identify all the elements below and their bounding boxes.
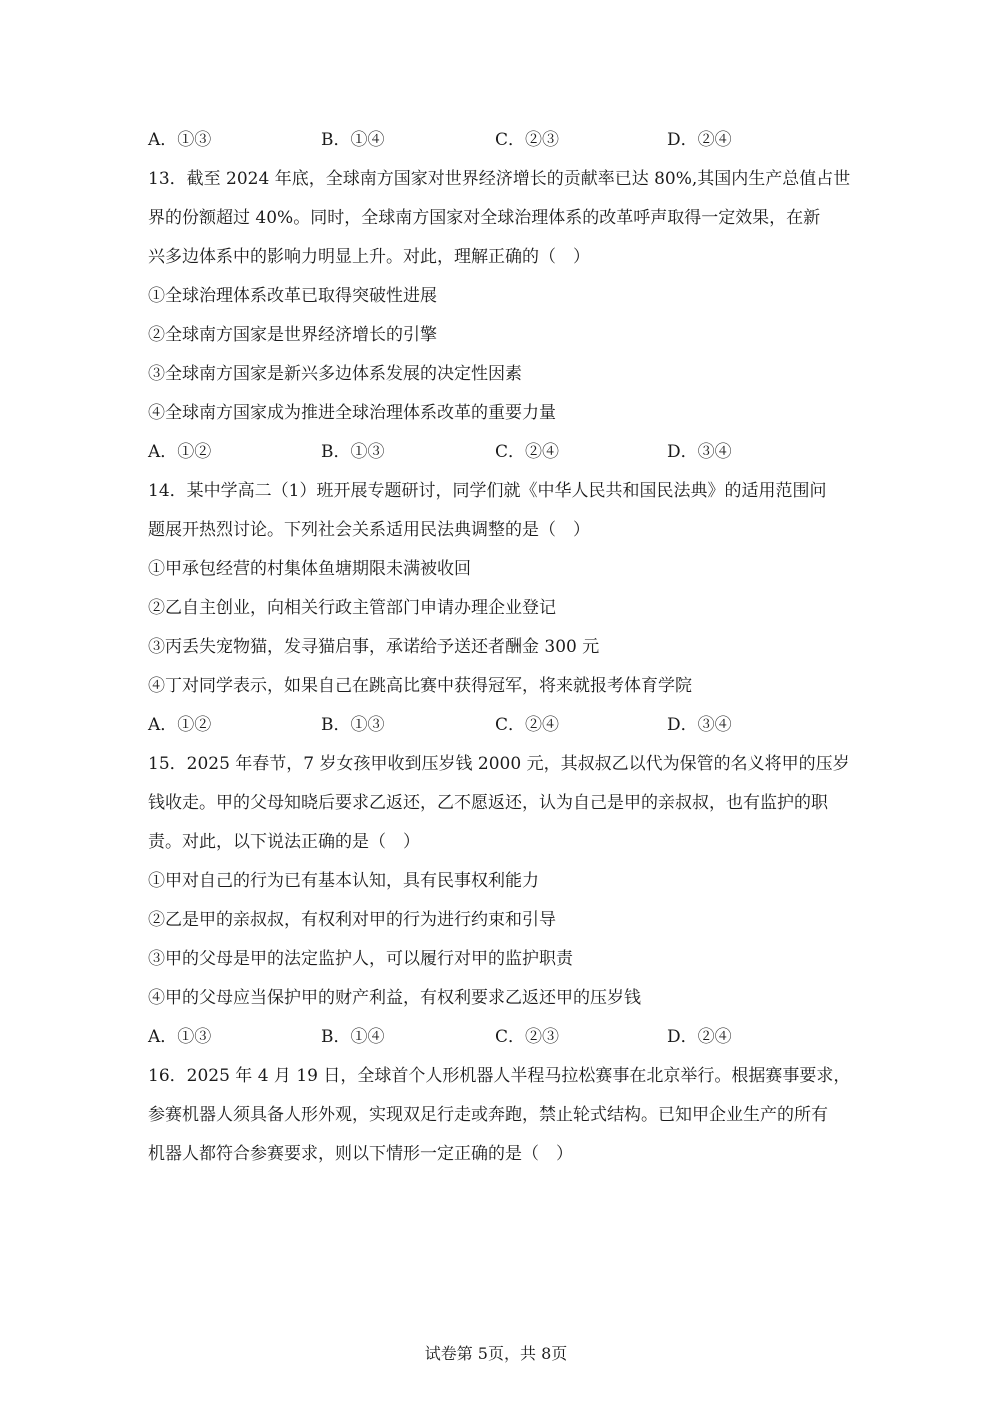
q12-options: [148, 124, 848, 163]
q14-option-a[interactable]: A．①②: [148, 715, 212, 735]
q14-option-c[interactable]: C．②④: [495, 715, 560, 735]
question-14: [148, 475, 848, 748]
q14-stem-line: 题展开热烈讨论。下列社会关系适用民法典调整的是（ ）: [148, 520, 590, 540]
q15-options: [148, 1021, 848, 1060]
q15-option-b[interactable]: B．①④: [321, 1027, 385, 1047]
q14-item-4: ④丁对同学表示，如果自己在跳高比赛中获得冠军，将来就报考体育学院: [148, 676, 692, 696]
q13-option-b[interactable]: B．①③: [321, 442, 385, 462]
q16-stem-line: 16．2025 年 4 月 19 日，全球首个人形机器人半程马拉松赛事在北京举行。根据赛事要求，: [148, 1066, 851, 1086]
q13-item-3: ③全球南方国家是新兴多边体系发展的决定性因素: [148, 364, 522, 384]
question-16: [148, 1060, 851, 1177]
q14-item-1: ①甲承包经营的村集体鱼塘期限未满被收回: [148, 559, 471, 579]
q14-item-2: ②乙自主创业，向相关行政主管部门申请办理企业登记: [148, 598, 556, 618]
q13-option-d[interactable]: D．③④: [667, 442, 732, 462]
q12-option-c[interactable]: C．②③: [495, 130, 560, 150]
q13-stem-line: 界的份额超过 40%。同时，全球南方国家对全球治理体系的改革呼声取得一定效果，在新: [148, 208, 821, 228]
q13-option-c[interactable]: C．②④: [495, 442, 560, 462]
page-footer: 试卷第 5页，共 8页: [424, 1344, 568, 1363]
q13-options: [148, 436, 848, 475]
q14-options: [148, 709, 848, 748]
q14-stem-line: 14．某中学高二（1）班开展专题研讨，同学们就《中华人民共和国民法典》的适用范围问: [148, 481, 827, 501]
q15-stem-line: 钱收走。甲的父母知晓后要求乙返还，乙不愿返还，认为自己是甲的亲叔叔，也有监护的职: [148, 793, 828, 813]
q15-option-c[interactable]: C．②③: [495, 1027, 560, 1047]
question-15: [148, 748, 848, 1060]
q15-stem-line: 责。对此，以下说法正确的是（ ）: [148, 832, 420, 852]
q13-item-1: ①全球治理体系改革已取得突破性进展: [148, 286, 437, 306]
q13-stem-line: 兴多边体系中的影响力明显上升。对此，理解正确的（ ）: [148, 247, 590, 267]
q16-stem-line: 机器人都符合参赛要求，则以下情形一定正确的是（ ）: [148, 1144, 573, 1164]
q14-option-b[interactable]: B．①③: [321, 715, 385, 735]
q12-option-d[interactable]: D．②④: [667, 130, 732, 150]
q12-option-a[interactable]: A．①③: [148, 130, 212, 150]
q14-option-d[interactable]: D．③④: [667, 715, 732, 735]
q14-item-3: ③丙丢失宠物猫，发寻猫启事，承诺给予送还者酬金 300 元: [148, 637, 600, 657]
q15-option-a[interactable]: A．①③: [148, 1027, 212, 1047]
q15-stem-line: 15．2025 年春节，7 岁女孩甲收到压岁钱 2000 元，其叔叔乙以代为保管的名义将甲的压岁: [148, 754, 850, 774]
question-13: [148, 163, 851, 475]
q13-item-4: ④全球南方国家成为推进全球治理体系改革的重要力量: [148, 403, 556, 423]
q12-option-b[interactable]: B．①④: [321, 130, 385, 150]
q13-stem-line: 13．截至 2024 年底，全球南方国家对世界经济增长的贡献率已达 80%,其国内生产总值占世: [148, 169, 851, 189]
q15-option-d[interactable]: D．②④: [667, 1027, 732, 1047]
q13-item-2: ②全球南方国家是世界经济增长的引擎: [148, 325, 437, 345]
q15-item-2: ②乙是甲的亲叔叔，有权利对甲的行为进行约束和引导: [148, 910, 556, 930]
q13-option-a[interactable]: A．①②: [148, 442, 212, 462]
exam-page-content: [148, 124, 851, 1177]
q15-item-4: ④甲的父母应当保护甲的财产利益，有权利要求乙返还甲的压岁钱: [148, 988, 641, 1008]
q16-stem-line: 参赛机器人须具备人形外观，实现双足行走或奔跑，禁止轮式结构。已知甲企业生产的所有: [148, 1105, 828, 1125]
q15-item-3: ③甲的父母是甲的法定监护人，可以履行对甲的监护职责: [148, 949, 573, 969]
q15-item-1: ①甲对自己的行为已有基本认知，具有民事权利能力: [148, 871, 539, 891]
